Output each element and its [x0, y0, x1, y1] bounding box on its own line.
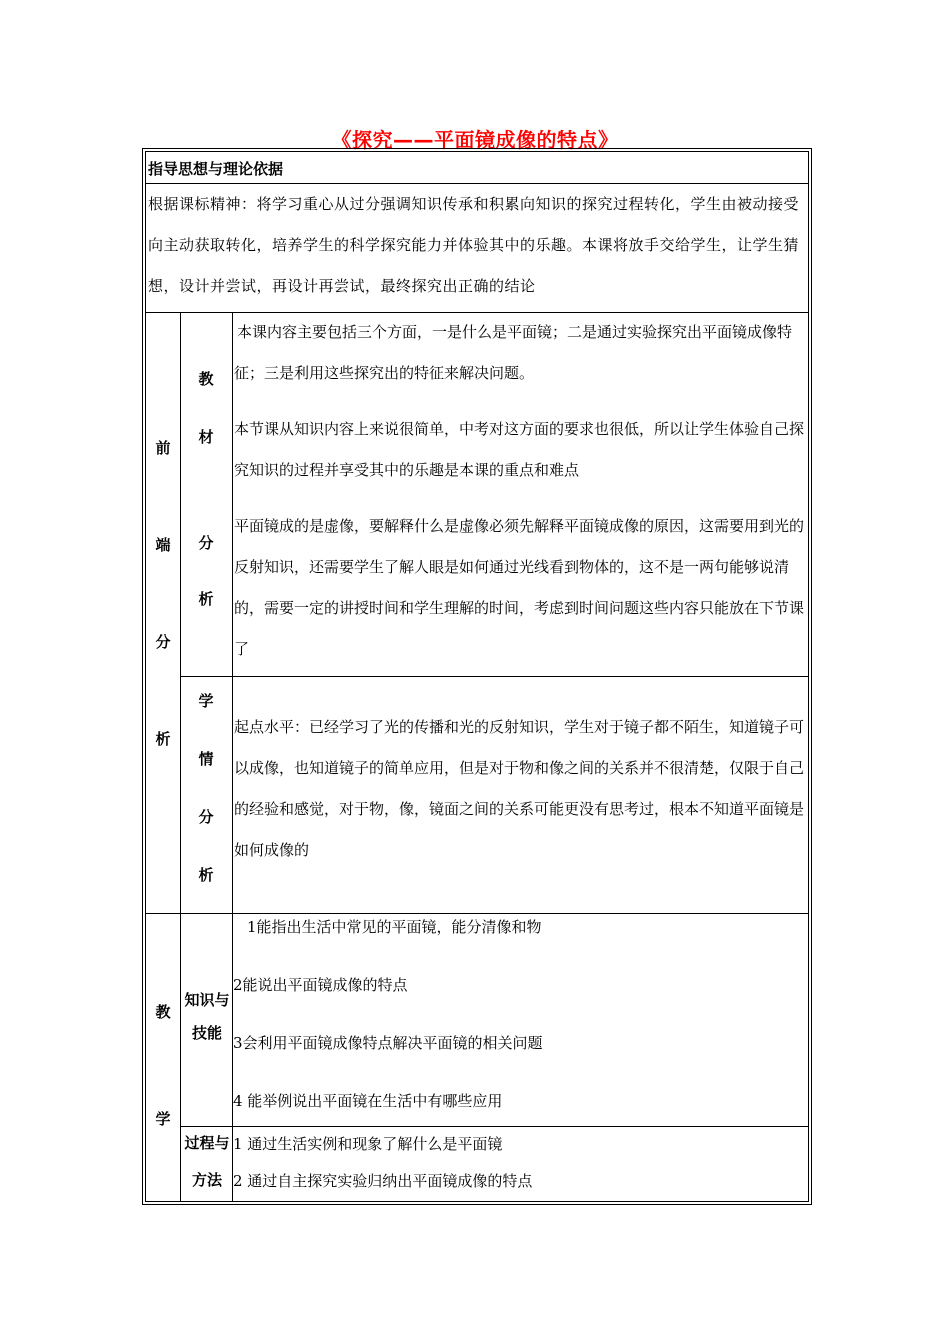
knowledge-skills-content — [233, 914, 808, 1126]
knowledge-skills-item: 3会利用平面镜成像特点解决平面镜的相关问题 — [233, 1034, 543, 1052]
learner-analysis-char: 情 — [198, 750, 214, 768]
learner-analysis-content: 起点水平：已经学习了光的传播和光的反射知识，学生对于镜子都不陌生，知道镜子可以成像，也知道镜子的简单应用，但是对于物和像之间的关系并不很清楚，仅限于自己的经验和感觉，对于物，像，镜面之间的关系可能更没有思考过，根本不知道平面镜是如何成像的 — [234, 718, 805, 859]
learner-analysis-char: 学 — [198, 692, 214, 710]
process-methods-item: 2 通过自主探究实验归纳出平面镜成像的特点 — [233, 1172, 533, 1190]
textbook-analysis-char: 材 — [198, 428, 214, 446]
lesson-plan-table — [145, 151, 809, 1202]
textbook-analysis-content — [233, 312, 808, 676]
process-methods-line: 过程与 — [184, 1134, 230, 1152]
textbook-paragraph: 本课内容主要包括三个方面，一是什么是平面镜；二是通过实验探究出平面镜成像特征；三是利用这些探究出的特征来解决问题。 — [234, 323, 793, 382]
knowledge-skills-item: 2能说出平面镜成像的特点 — [233, 976, 408, 994]
textbook-analysis-label — [180, 368, 232, 644]
front-analysis-char: 析 — [155, 730, 171, 748]
knowledge-skills-item: 4 能举例说出平面镜在生活中有哪些应用 — [233, 1092, 503, 1110]
teaching-char: 学 — [155, 1110, 171, 1128]
teaching-label — [146, 1001, 180, 1138]
process-methods-item: 1 通过生活实例和现象了解什么是平面镜 — [233, 1135, 503, 1153]
guiding-heading: 指导思想与理论依据 — [148, 160, 284, 178]
learner-analysis-char: 析 — [198, 866, 214, 884]
guiding-body: 根据课标精神：将学习重心从过分强调知识传承和积累向知识的探究过程转化，学生由被动接受向主动获取转化，培养学生的科学探究能力并体验其中的乐趣。本课将放手交给学生，让学生猜想，设计并尝试，再设计再尝试，最终探究出正确的结论 — [148, 195, 800, 295]
knowledge-skills-line: 知识与 — [184, 991, 230, 1009]
knowledge-skills-line: 技能 — [191, 1024, 222, 1042]
front-analysis-label — [146, 437, 180, 825]
front-analysis-char: 前 — [155, 439, 171, 457]
textbook-paragraph: 平面镜成的是虚像，要解释什么是虚像必须先解释平面镜成像的原因，这需要用到光的反射知识，还需要学生了解人眼是如何通过光线看到物体的，这不是一两句能够说清的，需要一定的讲授时间和学生理解的时间，考虑到时间问题这些内容只能放在下节课了 — [234, 517, 805, 658]
knowledge-skills-label — [180, 984, 234, 1050]
front-analysis-char: 分 — [155, 633, 171, 651]
process-methods-label — [180, 1125, 234, 1199]
knowledge-skills-item: 1能指出生活中常见的平面镜，能分清像和物 — [247, 918, 542, 936]
row-divider — [180, 676, 808, 677]
learner-analysis-char: 分 — [198, 808, 214, 826]
learner-analysis-label — [180, 690, 232, 922]
process-methods-content — [233, 1126, 808, 1201]
process-methods-line: 方法 — [191, 1171, 222, 1189]
teaching-char: 教 — [155, 1003, 171, 1021]
textbook-paragraph: 本节课从知识内容上来说很简单，中考对这方面的要求也很低，所以让学生体验自己探究知识的过程并享受其中的乐趣是本课的重点和难点 — [234, 420, 805, 479]
document-title: 《探究——平面镜成像的特点》 — [331, 128, 619, 152]
front-analysis-char: 端 — [155, 536, 171, 554]
textbook-analysis-char: 分 — [198, 534, 214, 552]
textbook-analysis-char: 析 — [198, 590, 214, 608]
textbook-analysis-char: 教 — [198, 370, 214, 388]
